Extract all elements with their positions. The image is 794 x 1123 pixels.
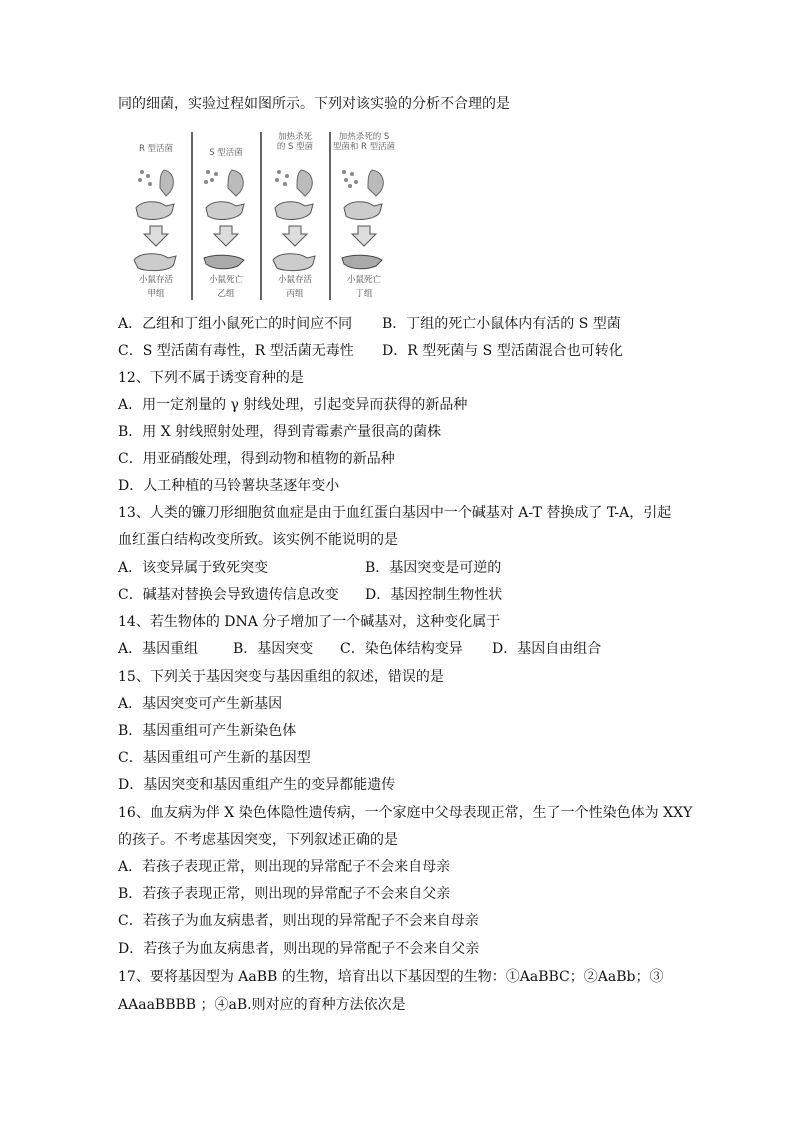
figure-divider <box>260 132 262 300</box>
option-b: B．基因突变是可逆的 <box>365 560 502 576</box>
q16-stem-line-1: 16、血友病为伴 X 染色体隐性遗传病，一个家庭中父母表现正常，生了一个性染色体为 XXY <box>118 805 693 821</box>
q15-option-b: B．基因重组可产生新染色体 <box>118 723 297 739</box>
panel-result-label: 小鼠死亡 <box>346 275 381 285</box>
option-d: D．R 型死菌与 S 型活菌混合也可转化 <box>382 343 623 359</box>
q16-option-d: D．若孩子为血友病患者，则出现的异常配子不会来自父亲 <box>118 941 480 957</box>
bacteria-mouse-illustration <box>332 166 396 274</box>
q17-stem-line-1: 17、要将基因型为 AaBB 的生物，培育出以下基因型的生物：①AaBBC；②AaBb；③ <box>118 969 664 985</box>
q16-option-a: A．若孩子表现正常，则出现的异常配子不会来自母亲 <box>118 859 451 875</box>
option-b: B．基因突变 <box>233 641 314 657</box>
figure-divider <box>329 132 331 300</box>
panel-treatment-label: 加热杀死 的 S 型菌 <box>276 132 314 152</box>
option-b: B．丁组的死亡小鼠体内有活的 S 型菌 <box>382 316 621 332</box>
question-11-stem-tail: 同的细菌，实验过程如图所示。下列对该实验的分析不合理的是 <box>118 96 510 112</box>
panel-group-label: 乙组 <box>217 289 235 299</box>
option-d: D．基因自由组合 <box>492 641 602 657</box>
figure-panel-yi <box>194 128 258 304</box>
q12-option-d: D．人工种植的马铃薯块茎逐年变小 <box>118 478 340 494</box>
q12-option-a: A．用一定剂量的 γ 射线处理，引起变异而获得的新品种 <box>118 397 468 413</box>
panel-treatment-label: S 型活菌 <box>209 148 243 158</box>
q16-stem-line-2: 的孩子。不考虑基因突变，下列叙述正确的是 <box>118 832 398 848</box>
option-c: C．S 型活菌有毒性，R 型活菌无毒性 <box>118 343 354 359</box>
option-c: C．染色体结构变异 <box>340 641 463 657</box>
option-d: D．基因控制生物性状 <box>365 587 503 603</box>
q15-stem: 15、下列关于基因突变与基因重组的叙述，错误的是 <box>118 669 444 685</box>
q15-option-a: A．基因突变可产生新基因 <box>118 696 283 712</box>
bacteria-mouse-illustration <box>194 166 258 274</box>
option-a: A．基因重组 <box>118 641 199 657</box>
option-a: A．乙组和丁组小鼠死亡的时间应不同 <box>118 316 353 332</box>
figure-panel-jia <box>124 128 188 304</box>
q12-stem: 12、下列不属于诱变育种的是 <box>118 370 304 386</box>
panel-result-label: 小鼠死亡 <box>208 275 243 285</box>
experiment-figure <box>124 128 396 304</box>
panel-treatment-label: 加热杀死的 S 型菌和 R 型活菌 <box>332 132 396 152</box>
option-c: C．碱基对替换会导致遗传信息改变 <box>118 587 339 603</box>
figure-panel-ding <box>332 128 396 304</box>
q15-option-d: D．基因突变和基因重组产生的变异都能遗传 <box>118 777 396 793</box>
q15-option-c: C．基因重组可产生新的基因型 <box>118 750 311 766</box>
panel-group-label: 丙组 <box>286 289 304 299</box>
q17-stem-line-2: AAaaBBBB ；④aB.则对应的育种方法依次是 <box>118 997 406 1013</box>
figure-panel-bing <box>263 128 327 304</box>
panel-group-label: 丁组 <box>355 289 373 299</box>
q14-stem: 14、若生物体的 DNA 分子增加了一个碱基对，这种变化属于 <box>118 614 501 630</box>
panel-result-label: 小鼠存活 <box>277 275 312 285</box>
bacteria-mouse-illustration <box>263 166 327 274</box>
bacteria-mouse-illustration <box>124 166 188 274</box>
q12-option-b: B．用 X 射线照射处理，得到青霉素产量很高的菌株 <box>118 424 442 440</box>
q13-stem-line-1: 13、人类的镰刀形细胞贫血症是由于血红蛋白基因中一个碱基对 A-T 替换成了 T-A，引起 <box>118 505 672 521</box>
panel-result-label: 小鼠存活 <box>138 275 173 285</box>
figure-divider <box>191 132 193 300</box>
option-a: A．该变异属于致死突变 <box>118 560 269 576</box>
q16-option-b: B．若孩子表现正常，则出现的异常配子不会来自父亲 <box>118 886 451 902</box>
panel-treatment-label: R 型活菌 <box>138 144 174 154</box>
panel-group-label: 甲组 <box>147 289 165 299</box>
q13-stem-line-2: 血红蛋白结构改变所致。该实例不能说明的是 <box>118 532 398 548</box>
q12-option-c: C．用亚硝酸处理，得到动物和植物的新品种 <box>118 451 395 467</box>
q16-option-c: C．若孩子为血友病患者，则出现的异常配子不会来自母亲 <box>118 913 479 929</box>
